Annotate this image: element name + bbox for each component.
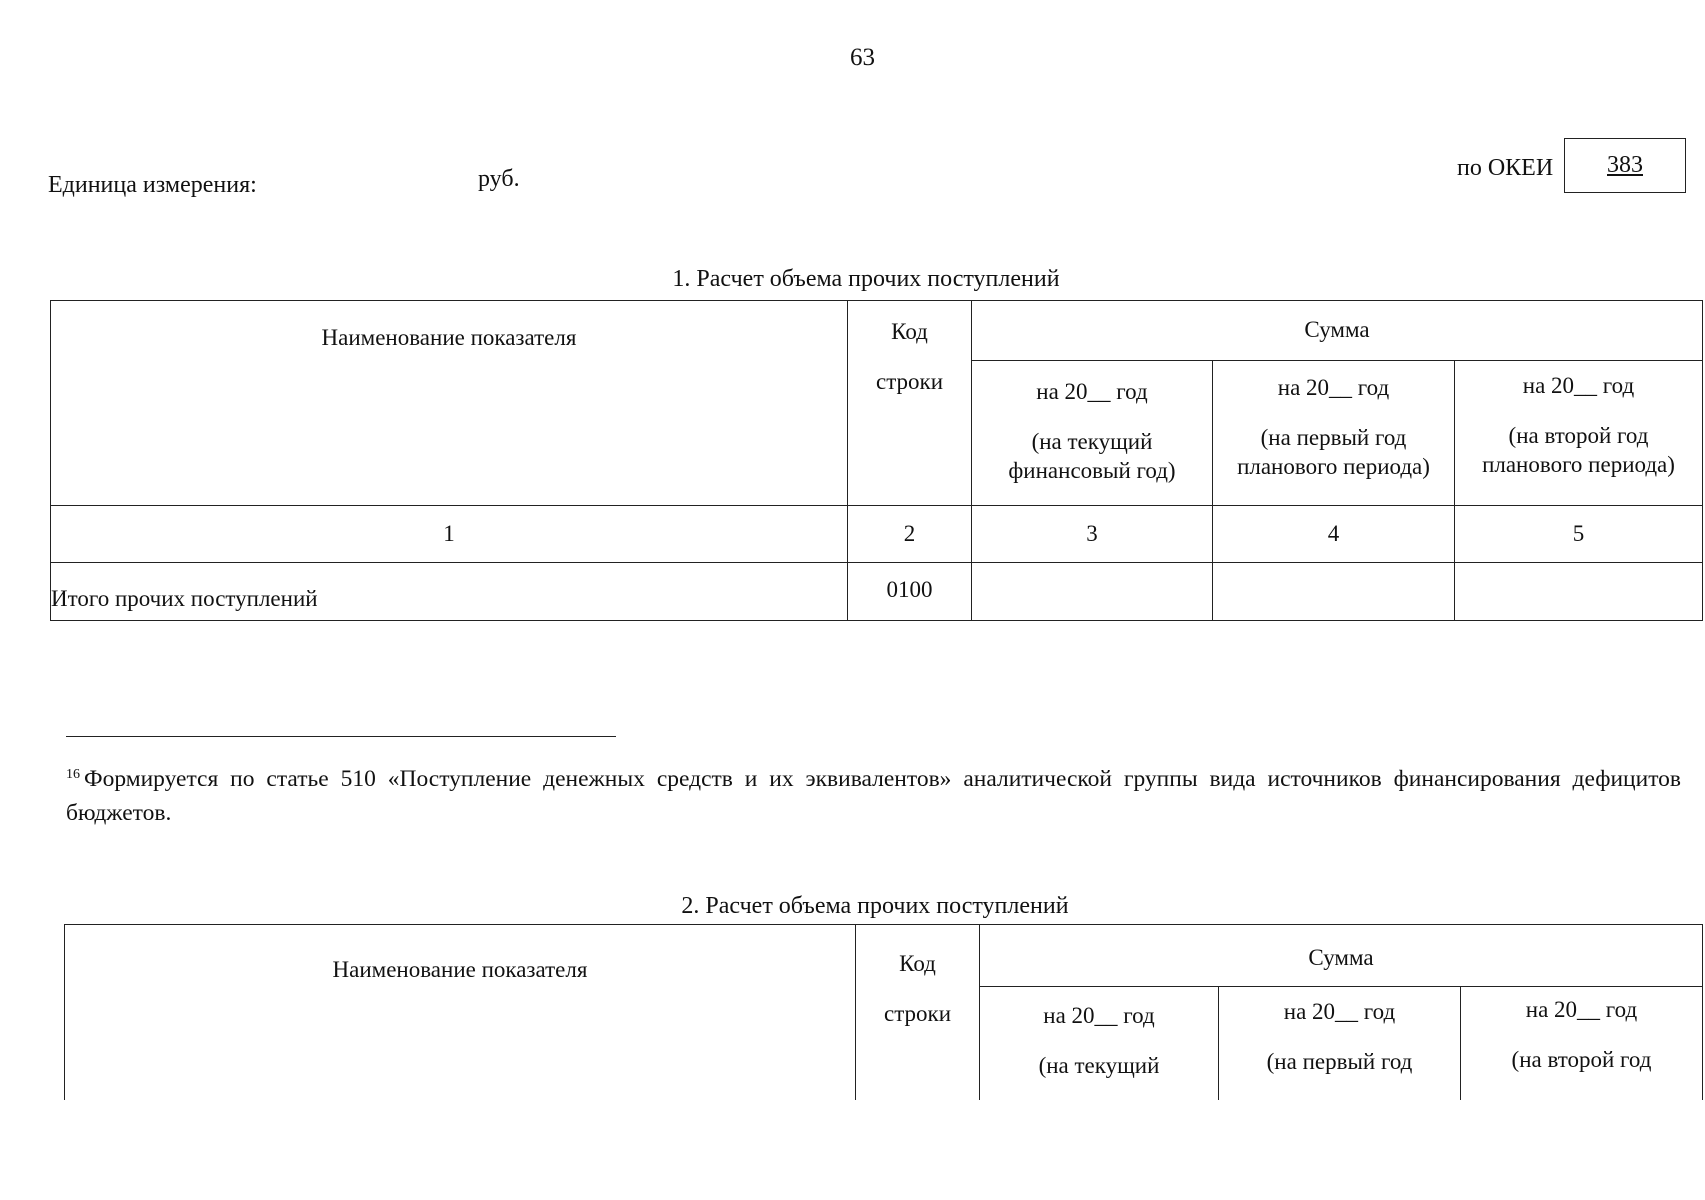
table1-year-3-line1: (на второй год bbox=[1508, 423, 1649, 448]
table1-colnum-2: 2 bbox=[848, 506, 972, 563]
table1-title: 1. Расчет объема прочих поступлений bbox=[672, 266, 1060, 292]
table1-header-sum-text: Сумма bbox=[1304, 317, 1370, 342]
table2 bbox=[64, 924, 1703, 1100]
table1-year-1-line2: финансовый год) bbox=[1008, 458, 1176, 483]
table1-header-name-text: Наименование показателя bbox=[321, 325, 577, 350]
table2-year-3-label: на 20__ год bbox=[1525, 997, 1638, 1022]
table1-year-2-line1: (на первый год bbox=[1260, 425, 1407, 450]
table1-header-name bbox=[51, 301, 848, 506]
table1-header-code-line1: Код bbox=[891, 319, 928, 344]
table2-year-3-line1: (на второй год bbox=[1511, 1047, 1652, 1072]
table1-row-name: Итого прочих поступлений bbox=[51, 563, 848, 621]
table2-year-2-line1: (на первый год bbox=[1266, 1049, 1413, 1074]
footnote-text: Формируется по статье 510 «Поступление денежных средств и их эквивалентов» аналитической группы вида источников финансирования дефицитов бюджетов. bbox=[66, 766, 1681, 826]
okei-code-box bbox=[1564, 138, 1686, 193]
table1-row-value-3 bbox=[1455, 563, 1703, 621]
table1-header-year-3 bbox=[1455, 361, 1703, 506]
table2-year-1-line1: (на текущий bbox=[1038, 1053, 1160, 1078]
table2-year-1-label: на 20__ год bbox=[1043, 1003, 1155, 1028]
table2-header-year-2 bbox=[1219, 987, 1461, 1101]
table2-year-2-label: на 20__ год bbox=[1283, 999, 1396, 1024]
table1-header-sum bbox=[972, 301, 1703, 361]
table1-header-year-1 bbox=[972, 361, 1213, 506]
table1-header-code-line2: строки bbox=[875, 369, 944, 394]
table1-year-1-line1: (на текущий bbox=[1031, 429, 1153, 454]
table2-header-year-3 bbox=[1461, 987, 1703, 1101]
table2-clip bbox=[64, 924, 1704, 1100]
table2-header-year-1 bbox=[980, 987, 1219, 1101]
table2-header-sum bbox=[980, 925, 1703, 987]
table1-year-2-line2: планового периода) bbox=[1237, 454, 1430, 479]
table2-header-name-text: Наименование показателя bbox=[332, 957, 588, 982]
table1-row-code: 0100 bbox=[848, 563, 972, 621]
table1-colnum-5: 5 bbox=[1455, 506, 1703, 563]
table1-colnum-1: 1 bbox=[51, 506, 848, 563]
table-row bbox=[51, 563, 1703, 621]
table1-colnum-4: 4 bbox=[1213, 506, 1455, 563]
table1-colnum-3: 3 bbox=[972, 506, 1213, 563]
footnote bbox=[66, 758, 1681, 830]
table2-header-name bbox=[65, 925, 856, 1101]
table1-year-3-label: на 20__ год bbox=[1522, 373, 1635, 398]
table1-year-1-label: на 20__ год bbox=[1036, 379, 1148, 404]
table2-header-code-line2: строки bbox=[883, 1001, 952, 1026]
unit-value: руб. bbox=[478, 166, 520, 192]
table2-header-code bbox=[856, 925, 980, 1101]
okei-code: 383 bbox=[1607, 152, 1643, 178]
okei-label: по ОКЕИ bbox=[1457, 155, 1554, 181]
table2-title: 2. Расчет объема прочих поступлений bbox=[681, 893, 1069, 919]
table1-header-year-2 bbox=[1213, 361, 1455, 506]
table2-header-code-line1: Код bbox=[899, 951, 936, 976]
table1-year-3-line2: планового периода) bbox=[1482, 452, 1675, 477]
table1-row-value-2 bbox=[1213, 563, 1455, 621]
page-number: 63 bbox=[850, 44, 875, 71]
table1 bbox=[50, 300, 1703, 621]
table1-row-value-1 bbox=[972, 563, 1213, 621]
footnote-rule bbox=[66, 736, 616, 737]
table1-year-2-label: на 20__ год bbox=[1277, 375, 1390, 400]
footnote-marker: 16 bbox=[66, 767, 80, 782]
table2-header-sum-text: Сумма bbox=[1308, 945, 1374, 970]
table1-header-code bbox=[848, 301, 972, 506]
unit-label: Единица измерения: bbox=[48, 172, 257, 198]
